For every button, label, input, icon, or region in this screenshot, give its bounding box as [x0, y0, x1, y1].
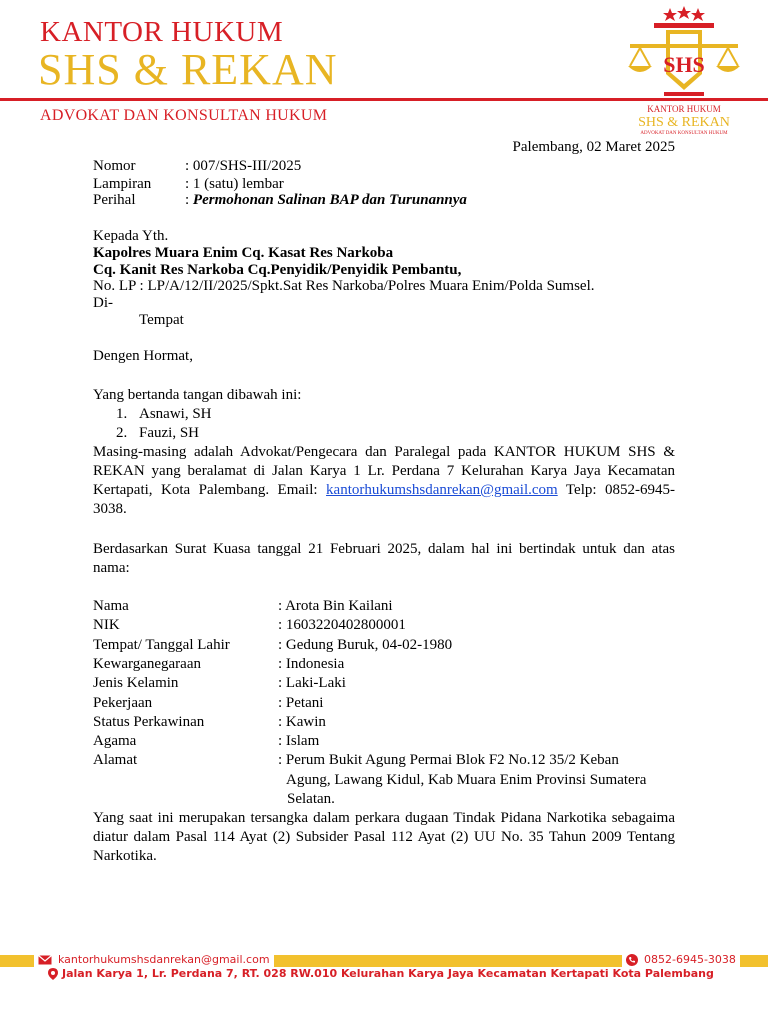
signer-number: 1. [116, 406, 128, 422]
letterhead-title: KANTOR HUKUM [40, 16, 284, 48]
client-label: NIK [93, 617, 120, 633]
footer-address-text: Jalan Karya 1, Lr. Perdana 7, RT. 028 RW.010 Kelurahan Karya Jaya Kecamatan Kertapati Kota Palembang [62, 967, 714, 980]
footer-phone-text: 0852-6945-3038 [644, 953, 736, 966]
salutation: Dengen Hormat, [93, 348, 193, 364]
client-value: : Kawin [278, 714, 326, 730]
recipient-greeting: Kepada Yth. [93, 228, 169, 244]
signer-item [116, 424, 127, 443]
email-link[interactable]: kantorhukumshsdanrekan@gmail.com [326, 482, 558, 498]
paragraph-advocates [93, 443, 675, 519]
recipient-line-4: No. LP : LP/A/12/II/2025/Spkt.Sat Res Narkoba/Polres Muara Enim/Polda Sumsel. [93, 278, 595, 294]
client-label: Kewarganegaraan [93, 656, 201, 672]
client-address-continued: Selatan. [287, 791, 335, 807]
paragraph-power-of-attorney: Berdasarkan Surat Kuasa tanggal 21 Februari 2025, dalam hal ini bertindak untuk dan atas nama: [93, 541, 675, 576]
svg-text:KANTOR HUKUM: KANTOR HUKUM [647, 104, 721, 114]
client-label: Pekerjaan [93, 695, 153, 711]
client-label: Agama [93, 733, 137, 749]
signer-number: 2. [116, 425, 128, 441]
recipient-line-2: Kapolres Muara Enim Cq. Kasat Res Narkoba [93, 245, 394, 261]
svg-text:ADVOKAT DAN KONSULTAN HUKUM: ADVOKAT DAN KONSULTAN HUKUM [640, 131, 728, 136]
footer-phone [622, 953, 740, 967]
meta-perihal-value-wrap [185, 191, 467, 210]
client-label: Jenis Kelamin [93, 675, 179, 691]
signer-name: Asnawi, SH [139, 406, 212, 422]
client-value: : Arota Bin Kailani [278, 598, 393, 614]
meta-lampiran-label: Lampiran [93, 176, 152, 192]
svg-text:SHS & REKAN: SHS & REKAN [638, 115, 730, 130]
letterhead-firm-name: SHS & REKAN [38, 45, 338, 94]
client-value: : Petani [278, 695, 324, 711]
footer-email [34, 953, 274, 967]
client-value: : 1603220402800001 [278, 617, 406, 633]
recipient-place: Tempat [139, 312, 184, 328]
paragraph-case: Yang saat ini merupakan tersangka dalam perkara dugaan Tindak Pidana Narkotika sebagaima diatur dalam Pasal 114 Ayat (2) Subsider Pasal 112 Ayat (2) UU No. 35 Tahun 2009 Tentang Narkotika. [93, 810, 675, 864]
letterhead-subtitle: ADVOKAT DAN KONSULTAN HUKUM [40, 107, 328, 124]
paragraph-advocates-phone: Telp: 0852-6945-3038. [93, 482, 676, 517]
meta-lampiran-value: : 1 (satu) lembar [185, 176, 284, 192]
svg-text:SHS: SHS [663, 52, 705, 77]
client-value: : Indonesia [278, 656, 345, 672]
client-value: : Gedung Buruk, 04-02-1980 [278, 637, 453, 653]
client-value: : Laki-Laki [278, 675, 346, 691]
client-value: : Islam [278, 733, 320, 749]
client-label: Alamat [93, 752, 138, 768]
meta-nomor-label: Nomor [93, 158, 136, 174]
meta-perihal-value: Permohonan Salinan BAP dan Turunannya [192, 192, 467, 208]
client-label: Nama [93, 598, 129, 614]
location-pin-icon [48, 968, 58, 980]
signer-item [116, 405, 127, 424]
mail-icon [38, 955, 52, 965]
paragraph-advocates-text: Masing-masing adalah Advokat/Pengecara dan Paralegal pada KANTOR HUKUM SHS & REKAN yang beralamat di Jalan Karya 1 Lr. Perdana 7 Kelurahan Karya Jaya Kecamatan Kertapati, Kota Palembang. Email: [93, 444, 675, 498]
meta-perihal-colon: : [185, 192, 190, 208]
meta-perihal-label: Perihal [93, 192, 136, 208]
footer-address [48, 967, 714, 980]
signer-name: Fauzi, SH [139, 425, 199, 441]
phone-icon [626, 954, 638, 966]
client-label: Tempat/ Tanggal Lahir [93, 637, 230, 653]
client-label: Status Perkawinan [93, 714, 205, 730]
firm-logo-icon [624, 4, 744, 136]
letter-date: Palembang, 02 Maret 2025 [512, 139, 675, 155]
recipient-line-5: Di- [93, 295, 113, 311]
client-address-continued: Agung, Lawang Kidul, Kab Muara Enim Provinsi Sumatera [286, 772, 647, 788]
recipient-line-3: Cq. Kanit Res Narkoba Cq.Penyidik/Penyidik Pembantu, [93, 262, 462, 278]
client-value: : Perum Bukit Agung Permai Blok F2 No.12 35/2 Keban [278, 752, 619, 768]
footer-email-text: kantorhukumshsdanrekan@gmail.com [58, 953, 270, 966]
signers-intro: Yang bertanda tangan dibawah ini: [93, 387, 302, 403]
meta-nomor-value: : 007/SHS-III/2025 [185, 158, 302, 174]
